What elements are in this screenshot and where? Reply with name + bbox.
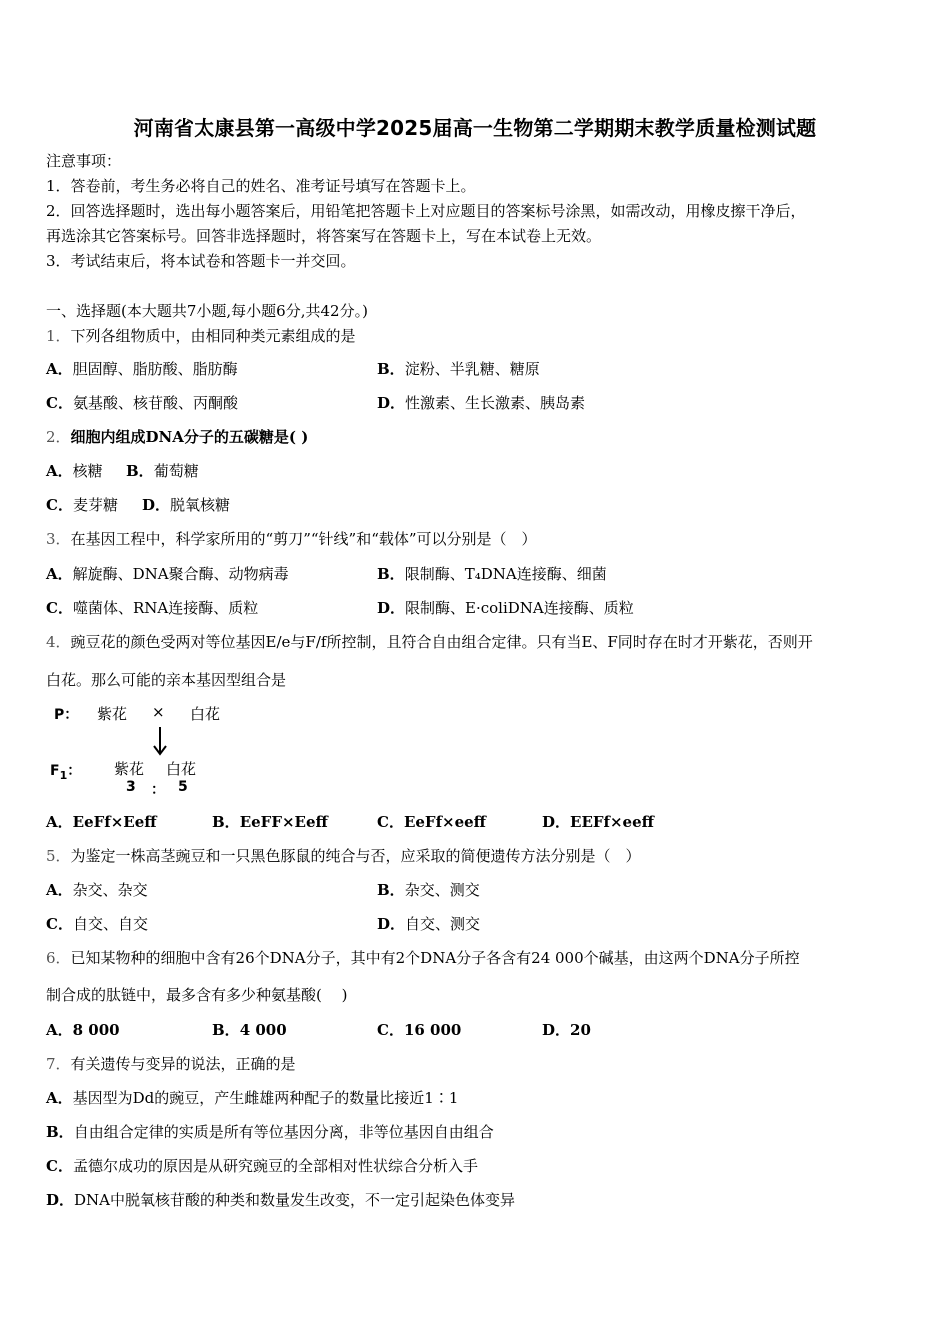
question-5-stem: 5．为鉴定一株高茎豌豆和一只黑色豚鼠的纯合与否，应采取的简便遗传方法分别是（ ） [46, 847, 641, 865]
cross-diagram [48, 700, 248, 800]
question-1-stem [46, 326, 356, 346]
q7-option-d[interactable]: D．DNA中脱氧核苷酸的种类和数量发生改变，不一定引起染色体变异 [46, 1191, 516, 1209]
q7-option-b[interactable]: B．自由组合定律的实质是所有等位基因分离，非等位基因自由组合 [46, 1123, 494, 1141]
ratio-separator: ： [151, 782, 165, 798]
q4-option-a[interactable]: A．EeFf×Eeff [46, 813, 157, 831]
p-label: P： [54, 707, 79, 723]
exam-title: 河南省太康县第一高级中学2025届高一生物第二学期期末教学质量检测试题 [133, 116, 817, 140]
f1-right-phenotype: 白花 [166, 760, 197, 778]
q1-option-d[interactable]: D．性激素、生长激素、胰岛素 [377, 394, 586, 412]
question-2-stem: 2．细胞内组成DNA分子的五碳糖是( ) [46, 428, 309, 446]
q6-option-c[interactable]: C．16 000 [377, 1021, 462, 1039]
p-left-phenotype: 紫花 [97, 705, 128, 723]
q3-option-c[interactable]: C．噬菌体、RNA连接酶、质粒 [46, 599, 259, 617]
q4-option-d[interactable]: D．EEFf×eeff [542, 813, 654, 831]
notice-item-3: 3．考试结束后，将本试卷和答题卡一并交回。 [46, 252, 356, 270]
p-right-phenotype: 白花 [190, 705, 221, 723]
q1-option-a[interactable]: A．胆固醇、脂肪酸、脂肪酶 [46, 360, 238, 378]
notice-item-2: 2．回答选择题时，选出每小题答案后，用铅笔把答题卡上对应题目的答案标号涂黑，如需改动，用橡皮擦干净后， [46, 202, 806, 220]
f1-label: $F_1$： [50, 763, 82, 782]
q1-option-c[interactable]: C．氨基酸、核苷酸、丙酮酸 [46, 394, 238, 412]
question-4-stem-line1: 4．豌豆花的颜色受两对等位基因E/e与F/f所控制，且符合自由组合定律。只有当E、F同时存在时才开紫花，否则开 [46, 633, 813, 651]
question-6-stem-line1: 6．已知某物种的细胞中含有26个DNA分子，其中有2个DNA分子各含有24 000个碱基，由这两个DNA分子所控 [46, 949, 800, 967]
q6-option-b[interactable]: B．4 000 [212, 1021, 287, 1039]
question-number: 1． [46, 327, 71, 345]
q6-option-a[interactable]: A．8 000 [46, 1021, 120, 1039]
q2-option-a[interactable]: A．核糖 [46, 462, 103, 480]
question-3-stem: 3．在基因工程中，科学家所用的“剪刀”“针线”和“载体”可以分别是（ ） [46, 530, 537, 548]
q3-option-a[interactable]: A．解旋酶、DNA聚合酶、动物病毒 [46, 565, 289, 583]
ratio-right: 5 [178, 779, 188, 795]
question-4-stem-line2: 白花。那么可能的亲本基因型组合是 [46, 671, 287, 689]
ratio-left: 3 [126, 779, 136, 795]
q7-option-c[interactable]: C．孟德尔成功的原因是从研究豌豆的全部相对性状综合分析入手 [46, 1157, 478, 1175]
section-heading: 一、选择题(本大题共7小题,每小题6分,共42分。) [46, 302, 368, 320]
q6-option-d[interactable]: D．20 [542, 1021, 591, 1039]
q4-option-b[interactable]: B．EeFF×Eeff [212, 813, 328, 831]
cross-symbol: × [152, 703, 165, 721]
question-7-stem: 7．有关遗传与变异的说法，正确的是 [46, 1055, 296, 1073]
q2-option-d[interactable]: D．脱氧核糖 [142, 496, 231, 514]
f1-left-phenotype: 紫花 [114, 760, 145, 778]
question-6-stem-line2: 制合成的肽链中，最多含有多少种氨基酸( ) [46, 986, 348, 1004]
q5-option-d[interactable]: D．自交、测交 [377, 915, 481, 933]
q2-option-c[interactable]: C．麦芽糖 [46, 496, 118, 514]
down-arrow-icon [152, 727, 168, 757]
q5-option-b[interactable]: B．杂交、测交 [377, 881, 480, 899]
notice-heading: 注意事项： [46, 152, 122, 170]
q1-option-b[interactable]: B．淀粉、半乳糖、糖原 [377, 360, 540, 378]
q2-option-b[interactable]: B．葡萄糖 [126, 462, 199, 480]
q3-option-d[interactable]: D．限制酶、E·coliDNA连接酶、质粒 [377, 599, 634, 617]
notice-item-1: 1．答卷前，考生务必将自己的姓名、准考证号填写在答题卡上。 [46, 177, 476, 195]
q3-option-b[interactable]: B．限制酶、T₄DNA连接酶、细菌 [377, 565, 607, 583]
q5-option-c[interactable]: C．自交、自交 [46, 915, 148, 933]
notice-item-2-cont: 再选涂其它答案标号。回答非选择题时，将答案写在答题卡上，写在本试卷上无效。 [46, 227, 602, 245]
q4-option-c[interactable]: C．EeFf×eeff [377, 813, 486, 831]
q7-option-a[interactable]: A．基因型为Dd的豌豆，产生雌雄两种配子的数量比接近1∶1 [46, 1089, 459, 1107]
q5-option-a[interactable]: A．杂交、杂交 [46, 881, 148, 899]
question-text: 下列各组物质中，由相同种类元素组成的是 [70, 327, 356, 345]
